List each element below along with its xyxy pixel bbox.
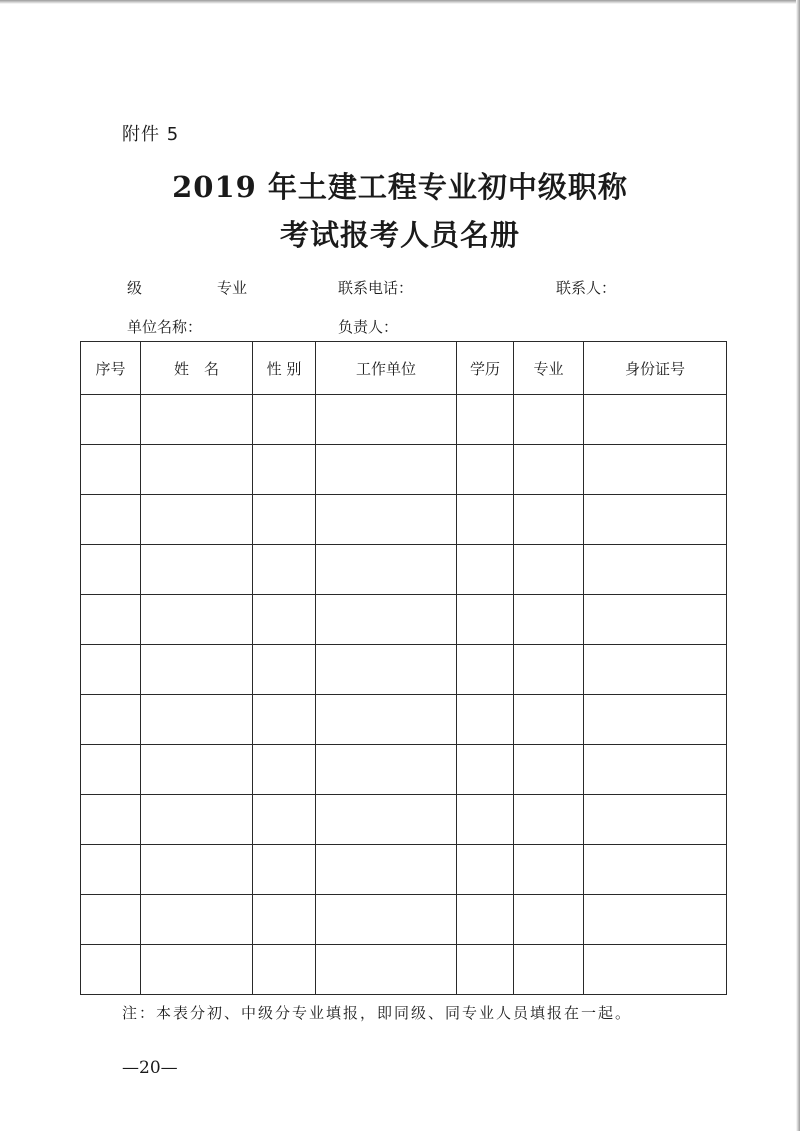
table-row [81,945,727,995]
table-cell [316,645,457,695]
table-cell [253,595,316,645]
table-cell [457,395,514,445]
field-major-label: 专业 [217,279,248,297]
table-row [81,695,727,745]
table-cell [141,695,253,745]
table-cell [141,445,253,495]
column-header-name: 姓 名 [141,342,253,395]
table-cell [457,445,514,495]
table-cell [584,545,727,595]
table-cell [514,895,584,945]
table-row [81,395,727,445]
table-cell [253,545,316,595]
table-row [81,545,727,595]
table-cell [141,645,253,695]
table-cell [457,595,514,645]
table-cell [316,845,457,895]
table-cell [584,645,727,695]
table-cell [514,945,584,995]
applicant-roster-table [80,341,727,995]
table-cell [457,545,514,595]
table-cell [316,545,457,595]
table-cell [584,845,727,895]
table-cell [141,395,253,445]
table-cell [316,595,457,645]
column-header-work-unit: 工作单位 [316,342,457,395]
table-cell [514,795,584,845]
field-level-label: 级 [127,279,143,297]
table-cell [253,795,316,845]
page-number: —20— [122,1058,178,1078]
table-cell [514,445,584,495]
table-row [81,445,727,495]
table-cell [584,945,727,995]
table-body [81,395,727,995]
table-cell [81,795,141,845]
table-cell [253,845,316,895]
table-cell [141,595,253,645]
table-footnote: 注：本表分初、中级分专业填报，即同级、同专业人员填报在一起。 [122,1004,633,1022]
table-row [81,595,727,645]
table-cell [514,545,584,595]
table-cell [457,895,514,945]
table-cell [81,545,141,595]
table-cell [81,695,141,745]
field-unit-name-label: 单位名称： [127,318,203,336]
table-cell [457,745,514,795]
column-header-major: 专业 [514,342,584,395]
table-cell [253,895,316,945]
table-cell [81,945,141,995]
table-cell [141,745,253,795]
table-cell [81,845,141,895]
table-cell [81,595,141,645]
table-cell [316,795,457,845]
table-cell [141,545,253,595]
table-cell [316,695,457,745]
table-header-row [81,342,727,395]
table-cell [81,745,141,795]
table-cell [141,895,253,945]
column-header-gender: 性 别 [253,342,316,395]
field-person-in-charge-label: 负责人： [338,318,399,336]
table-cell [81,895,141,945]
table-cell [316,745,457,795]
table-cell [253,695,316,745]
attachment-label: 附件 5 [122,124,180,145]
table-cell [141,845,253,895]
table-cell [514,695,584,745]
table-cell [141,945,253,995]
table-cell [253,945,316,995]
table-cell [457,845,514,895]
table-cell [316,945,457,995]
table-cell [81,445,141,495]
table-cell [253,395,316,445]
table-row [81,645,727,695]
document-title-line2: 考试报考人员名册 [279,218,520,252]
column-header-education: 学历 [457,342,514,395]
table-row [81,745,727,795]
table-cell [584,595,727,645]
table-cell [584,445,727,495]
table-cell [514,595,584,645]
table-row [81,795,727,845]
table-cell [81,645,141,695]
table-cell [584,795,727,845]
table-cell [457,695,514,745]
table-cell [514,495,584,545]
table-cell [316,895,457,945]
table-cell [253,445,316,495]
table-row [81,845,727,895]
table-cell [514,395,584,445]
table-cell [457,645,514,695]
table-cell [316,495,457,545]
table-cell [253,495,316,545]
table-row [81,895,727,945]
field-contact-person-label: 联系人： [556,279,617,297]
table-cell [584,495,727,545]
table-cell [141,495,253,545]
table-cell [141,795,253,845]
table-cell [316,395,457,445]
table-row [81,495,727,545]
table-cell [457,795,514,845]
field-contact-phone-label: 联系电话： [338,279,414,297]
table-cell [457,945,514,995]
column-header-id-number: 身份证号 [584,342,727,395]
table-cell [584,895,727,945]
table-cell [81,395,141,445]
document-title-line1: 2019 年土建工程专业初中级职称 [172,170,628,204]
scan-top-edge [0,0,800,4]
table-cell [253,645,316,695]
table-cell [514,645,584,695]
table-cell [514,845,584,895]
table-cell [457,495,514,545]
table-cell [584,695,727,745]
table-cell [81,495,141,545]
table-cell [584,745,727,795]
table-cell [514,745,584,795]
table-cell [316,445,457,495]
table-cell [584,395,727,445]
column-header-serial: 序号 [81,342,141,395]
table-cell [253,745,316,795]
